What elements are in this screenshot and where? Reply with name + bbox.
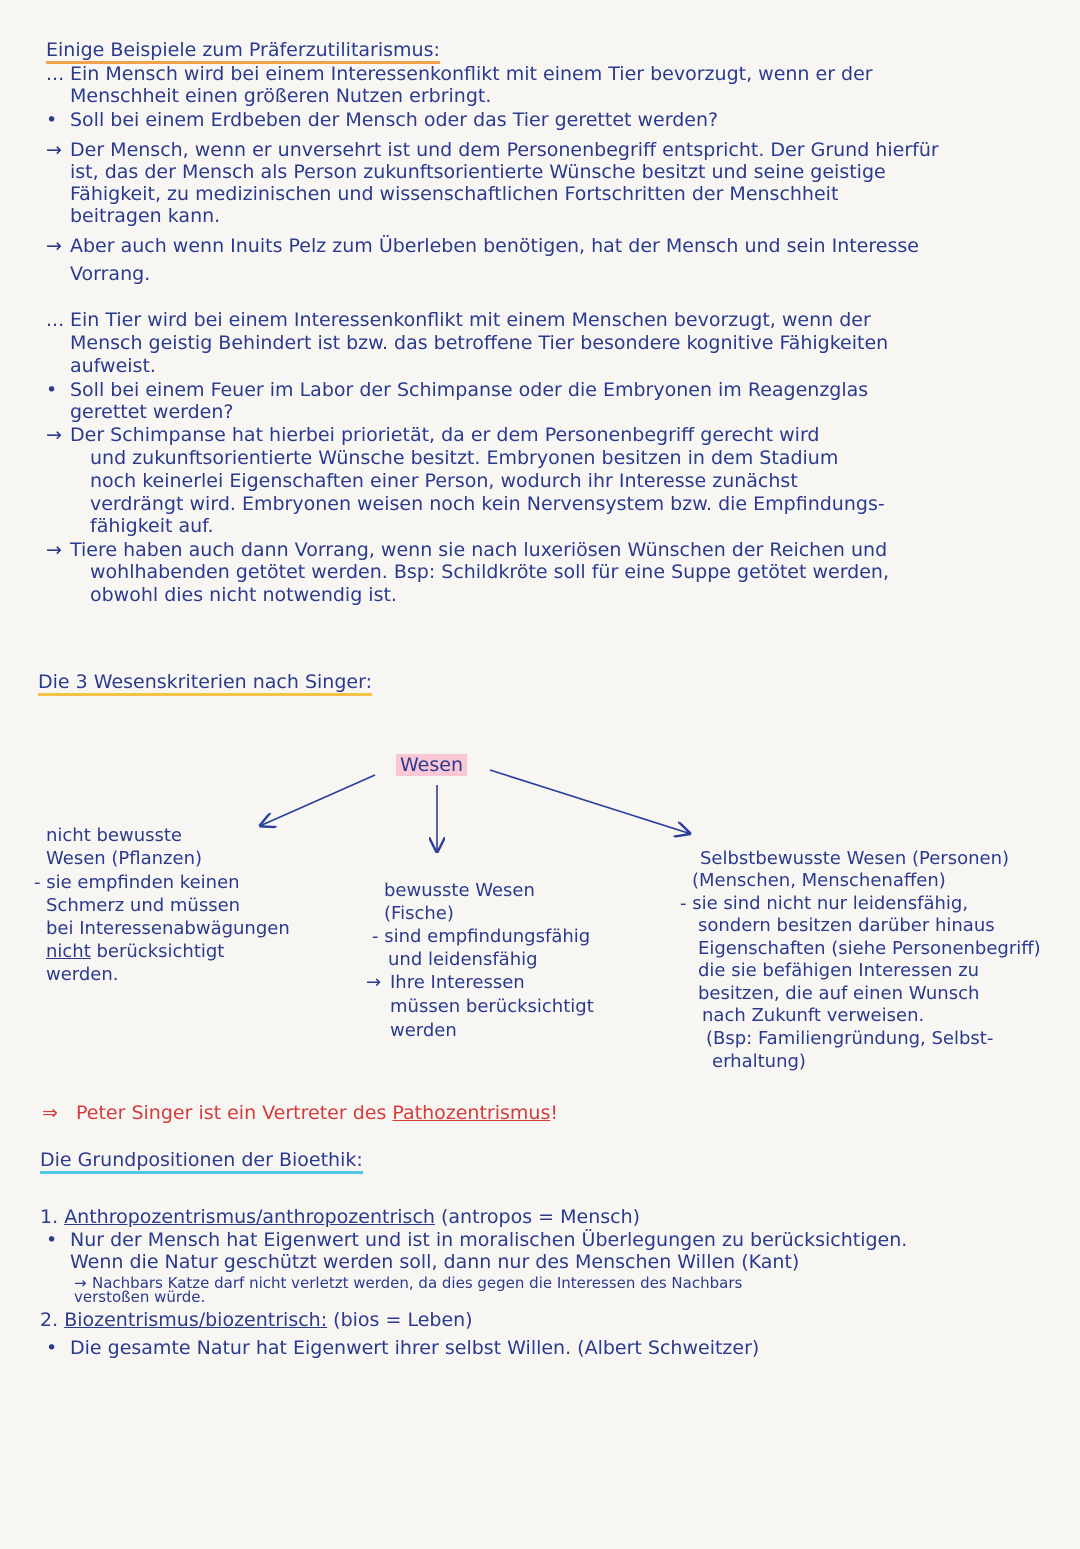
s1-line-3: • Soll bei einem Erdbeben der Mensch oder das Tier gerettet werden?	[46, 109, 719, 131]
mid-l3: - sind empfindungsfähig	[372, 926, 591, 947]
s2-line-10: fähigkeit auf.	[90, 515, 214, 537]
right-l5: Eigenschaften (siehe Personenbegriff)	[698, 938, 1041, 959]
right-l2: (Menschen, Menschenaffen)	[692, 870, 946, 891]
s1-line-8: → Aber auch wenn Inuits Pelz zum Überleben benötigen, hat der Mensch und sein Interesse	[46, 235, 919, 257]
right-l1: Selbstbewusste Wesen (Personen)	[700, 848, 1010, 869]
s2-line-11: → Tiere haben auch dann Vorrang, wenn sie nach luxeriösen Wünschen der Reichen und	[46, 539, 888, 561]
arrow-left	[262, 775, 375, 825]
item1-note1: → Nachbars Katze darf nicht verletzt werden, da dies gegen die Interessen des Nachbars	[74, 1274, 743, 1292]
arrow-right	[490, 770, 688, 833]
s1-line-5: ist, das der Mensch als Person zukunftsorientierte Wünsche besitzt und seine geistige	[70, 161, 886, 183]
right-l8: nach Zukunft verweisen.	[702, 1005, 925, 1026]
mid-l2: (Fische)	[384, 903, 454, 924]
s2-line-7: und zukunftsorientierte Wünsche besitzt. Embryonen besitzen in dem Stadium	[90, 447, 839, 469]
s1-line-4: → Der Mensch, wenn er unversehrt ist und dem Personenbegriff entspricht. Der Grund hierfür	[46, 139, 939, 161]
s2-line-12: wohlhabenden getötet werden. Bsp: Schildkröte soll für eine Suppe getötet werden,	[90, 561, 890, 583]
left-l5: bei Interessenabwägungen	[46, 918, 290, 939]
s2-line-5: gerettet werden?	[70, 401, 234, 423]
root-node: Wesen	[396, 755, 467, 776]
left-l2: Wesen (Pflanzen)	[46, 848, 203, 869]
s2-line-2: Mensch geistig Behindert ist bzw. das betroffene Tier besondere kognitive Fähigkeiten	[70, 332, 889, 354]
s2-line-4: • Soll bei einem Feuer im Labor der Schimpanse oder die Embryonen im Reagenzglas	[46, 379, 869, 401]
s1-line-6: Fähigkeit, zu medizinischen und wissenschaftlichen Fortschritten der Menschheit	[70, 183, 839, 205]
section3-title: Die 3 Wesenskriterien nach Singer:	[38, 672, 372, 693]
left-l7: werden.	[46, 964, 119, 985]
mid-l4: und leidensfähig	[388, 949, 538, 970]
mid-l7: werden	[390, 1020, 457, 1041]
section1-title: Einige Beispiele zum Präferzutilitarismus:	[46, 40, 440, 61]
right-l7: besitzen, die auf einen Wunsch	[698, 983, 980, 1004]
s2-line-6: → Der Schimpanse hat hierbei priorietät, da er dem Personenbegriff gerecht wird	[46, 424, 820, 446]
item2-title: 2. Biozentrismus/biozentrisch: (bios = Leben)	[40, 1309, 473, 1331]
s2-line-3: aufweist.	[70, 355, 156, 377]
item2-line1: • Die gesamte Natur hat Eigenwert ihrer selbst Willen. (Albert Schweitzer)	[46, 1337, 760, 1359]
right-l10: erhaltung)	[712, 1051, 806, 1072]
item1-title: 1. Anthropozentrismus/anthropozentrisch (antropos = Mensch)	[40, 1206, 641, 1228]
left-l3: - sie empfinden keinen	[34, 872, 240, 893]
s2-line-1: ... Ein Tier wird bei einem Interessenkonflikt mit einem Menschen bevorzugt, wenn der	[46, 309, 871, 331]
left-l4: Schmerz und müssen	[46, 895, 241, 916]
mid-l5: → Ihre Interessen	[366, 972, 525, 993]
s1-line-9: Vorrang.	[70, 263, 151, 285]
right-l6: die sie befähigen Interessen zu	[698, 960, 980, 981]
mid-l1: bewusste Wesen	[384, 880, 535, 901]
left-l1: nicht bewusste	[46, 825, 183, 846]
item1-line2: Wenn die Natur geschützt werden soll, dann nur des Menschen Willen (Kant)	[70, 1251, 800, 1273]
right-l9: (Bsp: Familiengründung, Selbst-	[706, 1028, 994, 1049]
s2-line-9: verdrängt wird. Embryonen weisen noch kein Nervensystem bzw. die Empfindungs-	[90, 493, 885, 515]
section4-title: Die Grundpositionen der Bioethik:	[40, 1150, 363, 1171]
right-l3: - sie sind nicht nur leidensfähig,	[680, 893, 969, 914]
s1-line-2: Menschheit einen größeren Nutzen erbringt.	[70, 85, 492, 107]
left-l6: nicht berücksichtigt	[46, 941, 225, 962]
s1-line-7: beitragen kann.	[70, 205, 221, 227]
item1-line1: • Nur der Mensch hat Eigenwert und ist in moralischen Überlegungen zu berücksichtigen.	[46, 1229, 908, 1251]
mid-l6: müssen berücksichtigt	[390, 996, 594, 1017]
item1-note2: verstoßen würde.	[74, 1288, 206, 1306]
singer-conclusion: ⇒ Peter Singer ist ein Vertreter des Pathozentrismus!	[42, 1102, 558, 1124]
s1-line-1: ... Ein Mensch wird bei einem Interessenkonflikt mit einem Tier bevorzugt, wenn er der	[46, 63, 873, 85]
s2-line-8: noch keinerlei Eigenschaften einer Person, wodurch ihr Interesse zunächst	[90, 470, 798, 492]
s2-line-13: obwohl dies nicht notwendig ist.	[90, 584, 397, 606]
right-l4: sondern besitzen darüber hinaus	[698, 915, 995, 936]
